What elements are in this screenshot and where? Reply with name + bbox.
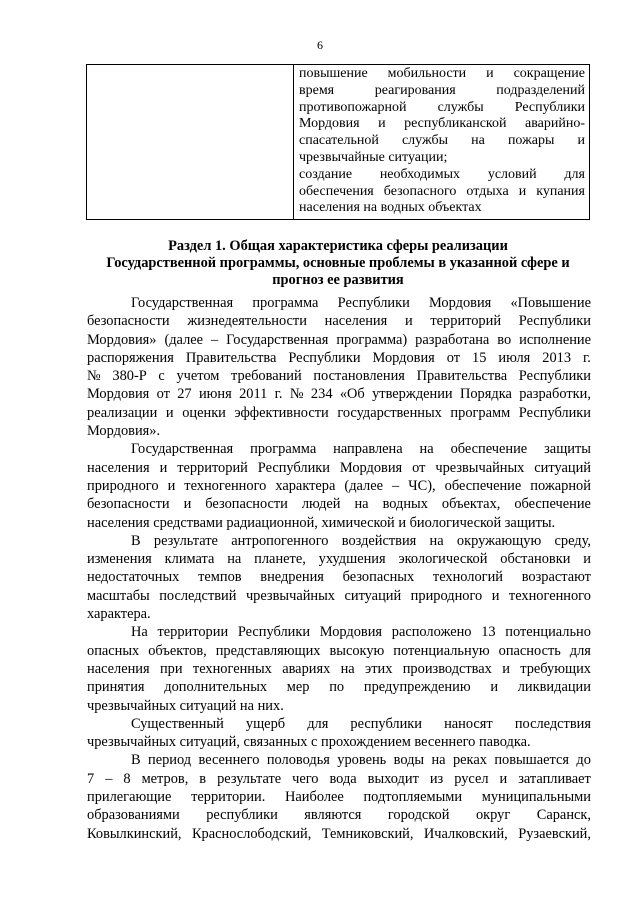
text-line: Мордовия от 27 июня 2011 г. № 234 «Об утверждении Порядка разработки, (87, 386, 591, 403)
section-body (87, 294, 591, 843)
text-line: противопожарной службы Республики (299, 99, 585, 115)
text-line: Существенный ущерб для республики наносят последствия (131, 715, 591, 732)
text-line: Ковылкинский, Краснослободский, Темниковский, Ичалковский, Рузаевский, (87, 825, 591, 842)
text-line: населения при техногенных авариях на этих производствах и требующих (87, 660, 591, 677)
table-cell-text (294, 65, 590, 220)
paragraph (87, 715, 591, 752)
page-number: 6 (317, 38, 323, 52)
text-line: масштабы последствий чрезвычайных ситуаций природного и техногенного (87, 587, 591, 604)
text-line: чрезвычайные ситуации; (299, 149, 448, 165)
text-line: безопасности и безопасности людей на водных объектах, обеспечение (87, 496, 591, 513)
heading-line: Раздел 1. Общая характеристика сферы реализации (168, 238, 508, 254)
table-cell-lines (299, 66, 585, 217)
table-row (87, 65, 590, 220)
text-line: безопасности жизнедеятельности населения и территорий Республики (87, 313, 591, 330)
continuation-table (86, 64, 590, 220)
text-line: изменения климата на планете, ухудшения экологической обстановки и (87, 551, 591, 568)
text-line: принятия дополнительных мер по предупреждению и ликвидации (87, 679, 591, 696)
paragraph (87, 623, 591, 714)
paragraph (87, 532, 591, 623)
heading-line: прогноз ее развития (272, 272, 404, 288)
text-line: Мордовия» (далее – Государственная программа) разработана во исполнение (87, 331, 591, 348)
text-line: населения и территорий Республики Мордовия от чрезвычайных ситуаций (87, 459, 591, 476)
paragraph (87, 751, 591, 842)
text-line: На территории Республики Мордовия расположено 13 потенциально (131, 624, 591, 641)
text-line: реализации и оценки эффективности государственных программ Республики (87, 404, 591, 421)
text-line: чрезвычайных ситуаций на них. (87, 697, 284, 714)
text-line: В результате антропогенного воздействия на окружающую среду, (131, 532, 591, 549)
text-line: Государственная программа Республики Мордовия «Повышение (131, 295, 591, 311)
heading-line: Государственной программы, основные проблемы в указанной сфере и (106, 255, 570, 271)
text-line: № 380-Р с учетом требований постановления Правительства Республики (87, 368, 591, 385)
text-line: образованиями республики являются городской округ Саранск, (87, 807, 591, 824)
paragraph (87, 440, 591, 531)
text-line: природного и техногенного характера (далее – ЧС), обеспечение пожарной (87, 477, 591, 494)
text-line: 7 – 8 метров, в результате чего вода выходит из русел и затапливает (87, 770, 591, 787)
text-line: повышение мобильности и сокращение (299, 66, 585, 81)
text-line: чрезвычайных ситуаций, связанных с прохождением весеннего паводка. (87, 734, 531, 751)
text-line: В период весеннего половодья уровень воды на реках повышается до (131, 752, 591, 769)
section-heading (86, 238, 590, 289)
text-line: населения средствами радиационной, химической и биологической защиты. (87, 514, 556, 531)
text-line: Государственная программа направлена на обеспечение защиты (131, 441, 591, 458)
text-line: населения на водных объектах (299, 200, 482, 216)
text-line: обеспечения безопасного отдыха и купания (299, 183, 585, 199)
text-line: недостаточных темпов внедрения безопасных технологий возрастают (87, 569, 591, 586)
text-line: создание необходимых условий для (299, 166, 585, 182)
text-line: Мордовия и республиканской аварийно- (299, 116, 585, 132)
text-line: характера. (87, 606, 151, 623)
table-cell-empty (87, 65, 294, 220)
text-line: Мордовия». (87, 423, 161, 440)
text-line: опасных объектов, представляющих высокую потенциальную опасность для (87, 642, 591, 659)
text-line: спасательной службы на пожары и (299, 133, 585, 149)
text-line: время реагирования подразделений (299, 82, 585, 98)
text-line: распоряжения Правительства Республики Мордовия от 15 июля 2013 г. (87, 349, 591, 366)
paragraph (87, 294, 591, 440)
text-line: прилегающие территории. Наиболее подтопляемыми муниципальными (87, 789, 591, 806)
